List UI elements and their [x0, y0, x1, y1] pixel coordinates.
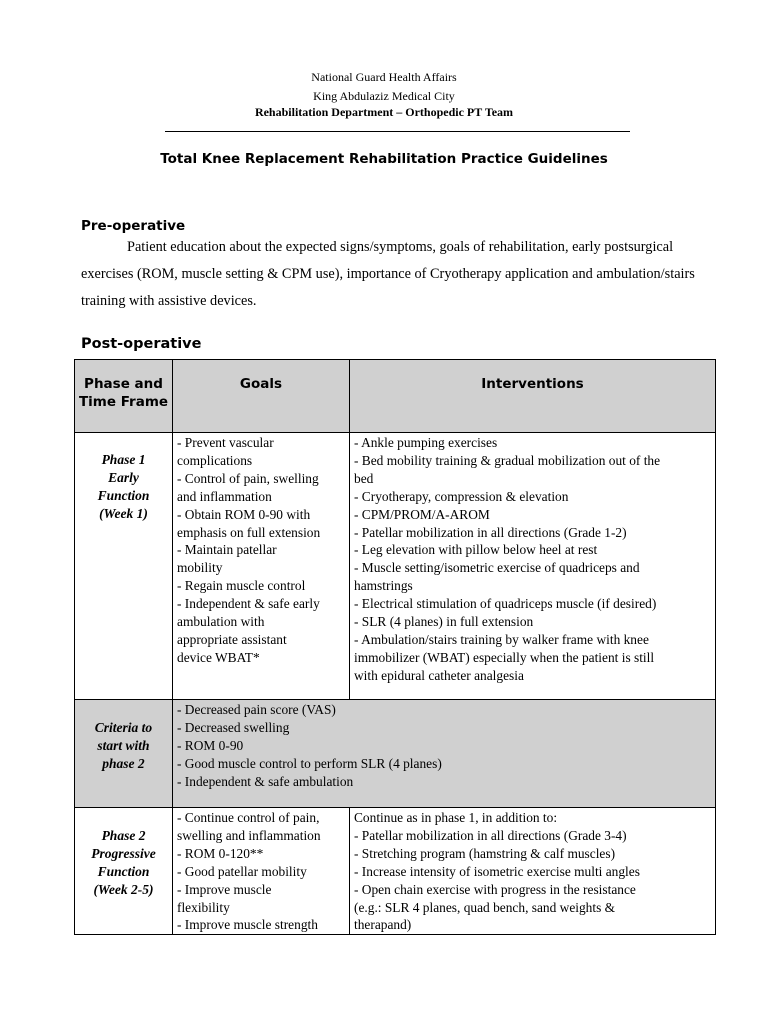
phase1-goal-line: - Maintain patellar	[177, 542, 277, 558]
phase2-goal-line: - Improve muscle	[177, 881, 272, 897]
phase1-intervention-line: hamstrings	[354, 578, 413, 594]
phase1-intervention-line: bed	[354, 470, 374, 486]
table-header-row	[75, 360, 716, 433]
phase2-intervention-line: (e.g.: SLR 4 planes, quad bench, sand weights &	[354, 899, 616, 915]
phase1-goal-line: - Obtain ROM 0-90 with	[177, 506, 311, 522]
phase1-goal-line: and inflammation	[177, 488, 272, 504]
postop-heading: Post-operative	[81, 336, 202, 352]
phase2-goal-line: flexibility	[177, 899, 230, 915]
phase1-goal-line: ambulation with	[177, 614, 265, 630]
table-row-criteria	[75, 700, 716, 808]
header-phase	[75, 360, 173, 433]
criteria-label-cell	[75, 700, 173, 808]
phase1-goal-line: appropriate assistant	[177, 631, 287, 647]
phase1-intervention-line: with epidural catheter analgesia	[354, 667, 524, 683]
phase2-goal-line: - ROM 0-120**	[177, 845, 264, 861]
phase2-goal-line: - Good patellar mobility	[177, 863, 307, 879]
phase2-intervention-line: therapand)	[354, 917, 412, 933]
header-divider	[165, 131, 630, 132]
phase1-goals-cell	[173, 433, 350, 700]
header-goals-label: Goals	[239, 376, 283, 392]
criteria-item: - Independent & safe ambulation	[177, 773, 354, 789]
phase2-intervention-line: - Increase intensity of isometric exercise multi angles	[354, 863, 640, 879]
phase1-goal-line: - Control of pain, swelling	[177, 470, 319, 486]
preop-paragraph: Patient education about the expected signs/symptoms, goals of rehabilitation, early postsurgical exercises (ROM, muscle setting & CPM use), importance of Cryotherapy application and ambulation/stairs training with assistive devices.	[81, 239, 695, 309]
phase2-intervention-line: - Stretching program (hamstring & calf muscles)	[354, 845, 616, 861]
header-org: National Guard Health Affairs	[311, 70, 457, 84]
phase1-goal-line: - Independent & safe early	[177, 596, 320, 612]
phase1-label-cell	[75, 433, 173, 700]
phase2-goal-line: swelling and inflammation	[177, 827, 321, 843]
phase2-goal-line: - Improve muscle strength	[177, 917, 318, 933]
criteria-item: - Decreased swelling	[177, 719, 290, 735]
phase1-goal-line: complications	[177, 452, 253, 468]
phase1-intervention-line: - Bed mobility training & gradual mobilization out of the	[354, 452, 661, 468]
phase2-label-cell	[75, 808, 173, 935]
phase2-intervention-line: Continue as in phase 1, in addition to:	[354, 810, 558, 825]
phase1-intervention-line: immobilizer (WBAT) especially when the patient is still	[354, 649, 655, 665]
header-goals	[173, 360, 350, 433]
phase2-interventions-cell	[350, 808, 716, 935]
criteria-item: - Decreased pain score (VAS)	[177, 702, 336, 717]
criteria-label-line: start with	[97, 738, 150, 753]
header-interventions	[350, 360, 716, 433]
phase1-label-line: Function	[97, 488, 150, 503]
criteria-items-cell	[173, 700, 716, 808]
phase1-goal-line: - Prevent vascular	[177, 435, 274, 450]
phase1-interventions-cell	[350, 433, 716, 700]
guidelines-table	[74, 359, 716, 935]
phase2-goal-line: - Continue control of pain,	[177, 810, 320, 825]
phase1-goal-line: mobility	[177, 560, 223, 576]
header-department: Rehabilitation Department – Orthopedic PT Team	[254, 105, 514, 119]
header-phase-label: Phase and Time Frame	[78, 376, 169, 410]
phase1-intervention-line: - Cryotherapy, compression & elevation	[354, 488, 569, 504]
phase1-label-line: Early	[108, 470, 139, 485]
phase1-intervention-line: - CPM/PROM/A-AROM	[354, 506, 490, 522]
preop-heading: Pre-operative	[81, 218, 186, 234]
criteria-item: - Good muscle control to perform SLR (4 planes)	[177, 755, 442, 771]
phase2-goals-cell	[173, 808, 350, 935]
phase2-label-line: Phase 2	[101, 828, 146, 843]
criteria-label-line: Criteria to	[94, 720, 153, 735]
criteria-label-line: phase 2	[102, 756, 145, 771]
header-city: King Abdulaziz Medical City	[313, 89, 455, 103]
document-title: Total Knee Replacement Rehabilitation Practice Guidelines	[160, 151, 608, 167]
phase2-intervention-line: - Open chain exercise with progress in the resistance	[354, 881, 636, 897]
header-interventions-label: Interventions	[481, 376, 584, 392]
phase2-label-line: Function	[97, 864, 150, 879]
phase1-goal-line: emphasis on full extension	[177, 524, 321, 540]
phase1-intervention-line: - Patellar mobilization in all directions (Grade 1-2)	[354, 524, 627, 540]
criteria-item: - ROM 0-90	[177, 737, 244, 753]
phase1-goal-line: - Regain muscle control	[177, 578, 306, 594]
phase1-intervention-line: - Ankle pumping exercises	[354, 435, 498, 450]
phase1-intervention-line: - Electrical stimulation of quadriceps muscle (if desired)	[354, 596, 657, 612]
phase2-intervention-line: - Patellar mobilization in all directions (Grade 3-4)	[354, 827, 627, 843]
phase1-intervention-line: - Leg elevation with pillow below heel at rest	[354, 542, 598, 558]
phase1-label-line: (Week 1)	[99, 506, 148, 521]
table-row-phase2	[75, 808, 716, 935]
phase1-goal-line: device WBAT*	[177, 649, 260, 665]
phase2-label-line: (Week 2-5)	[93, 882, 154, 897]
table-row-phase1	[75, 433, 716, 700]
phase1-intervention-line: - Ambulation/stairs training by walker frame with knee	[354, 631, 649, 647]
phase1-intervention-line: - Muscle setting/isometric exercise of quadriceps and	[354, 560, 640, 576]
phase1-intervention-line: - SLR (4 planes) in full extension	[354, 614, 534, 630]
phase2-label-line: Progressive	[91, 846, 156, 861]
phase1-label-line: Phase 1	[101, 452, 146, 467]
